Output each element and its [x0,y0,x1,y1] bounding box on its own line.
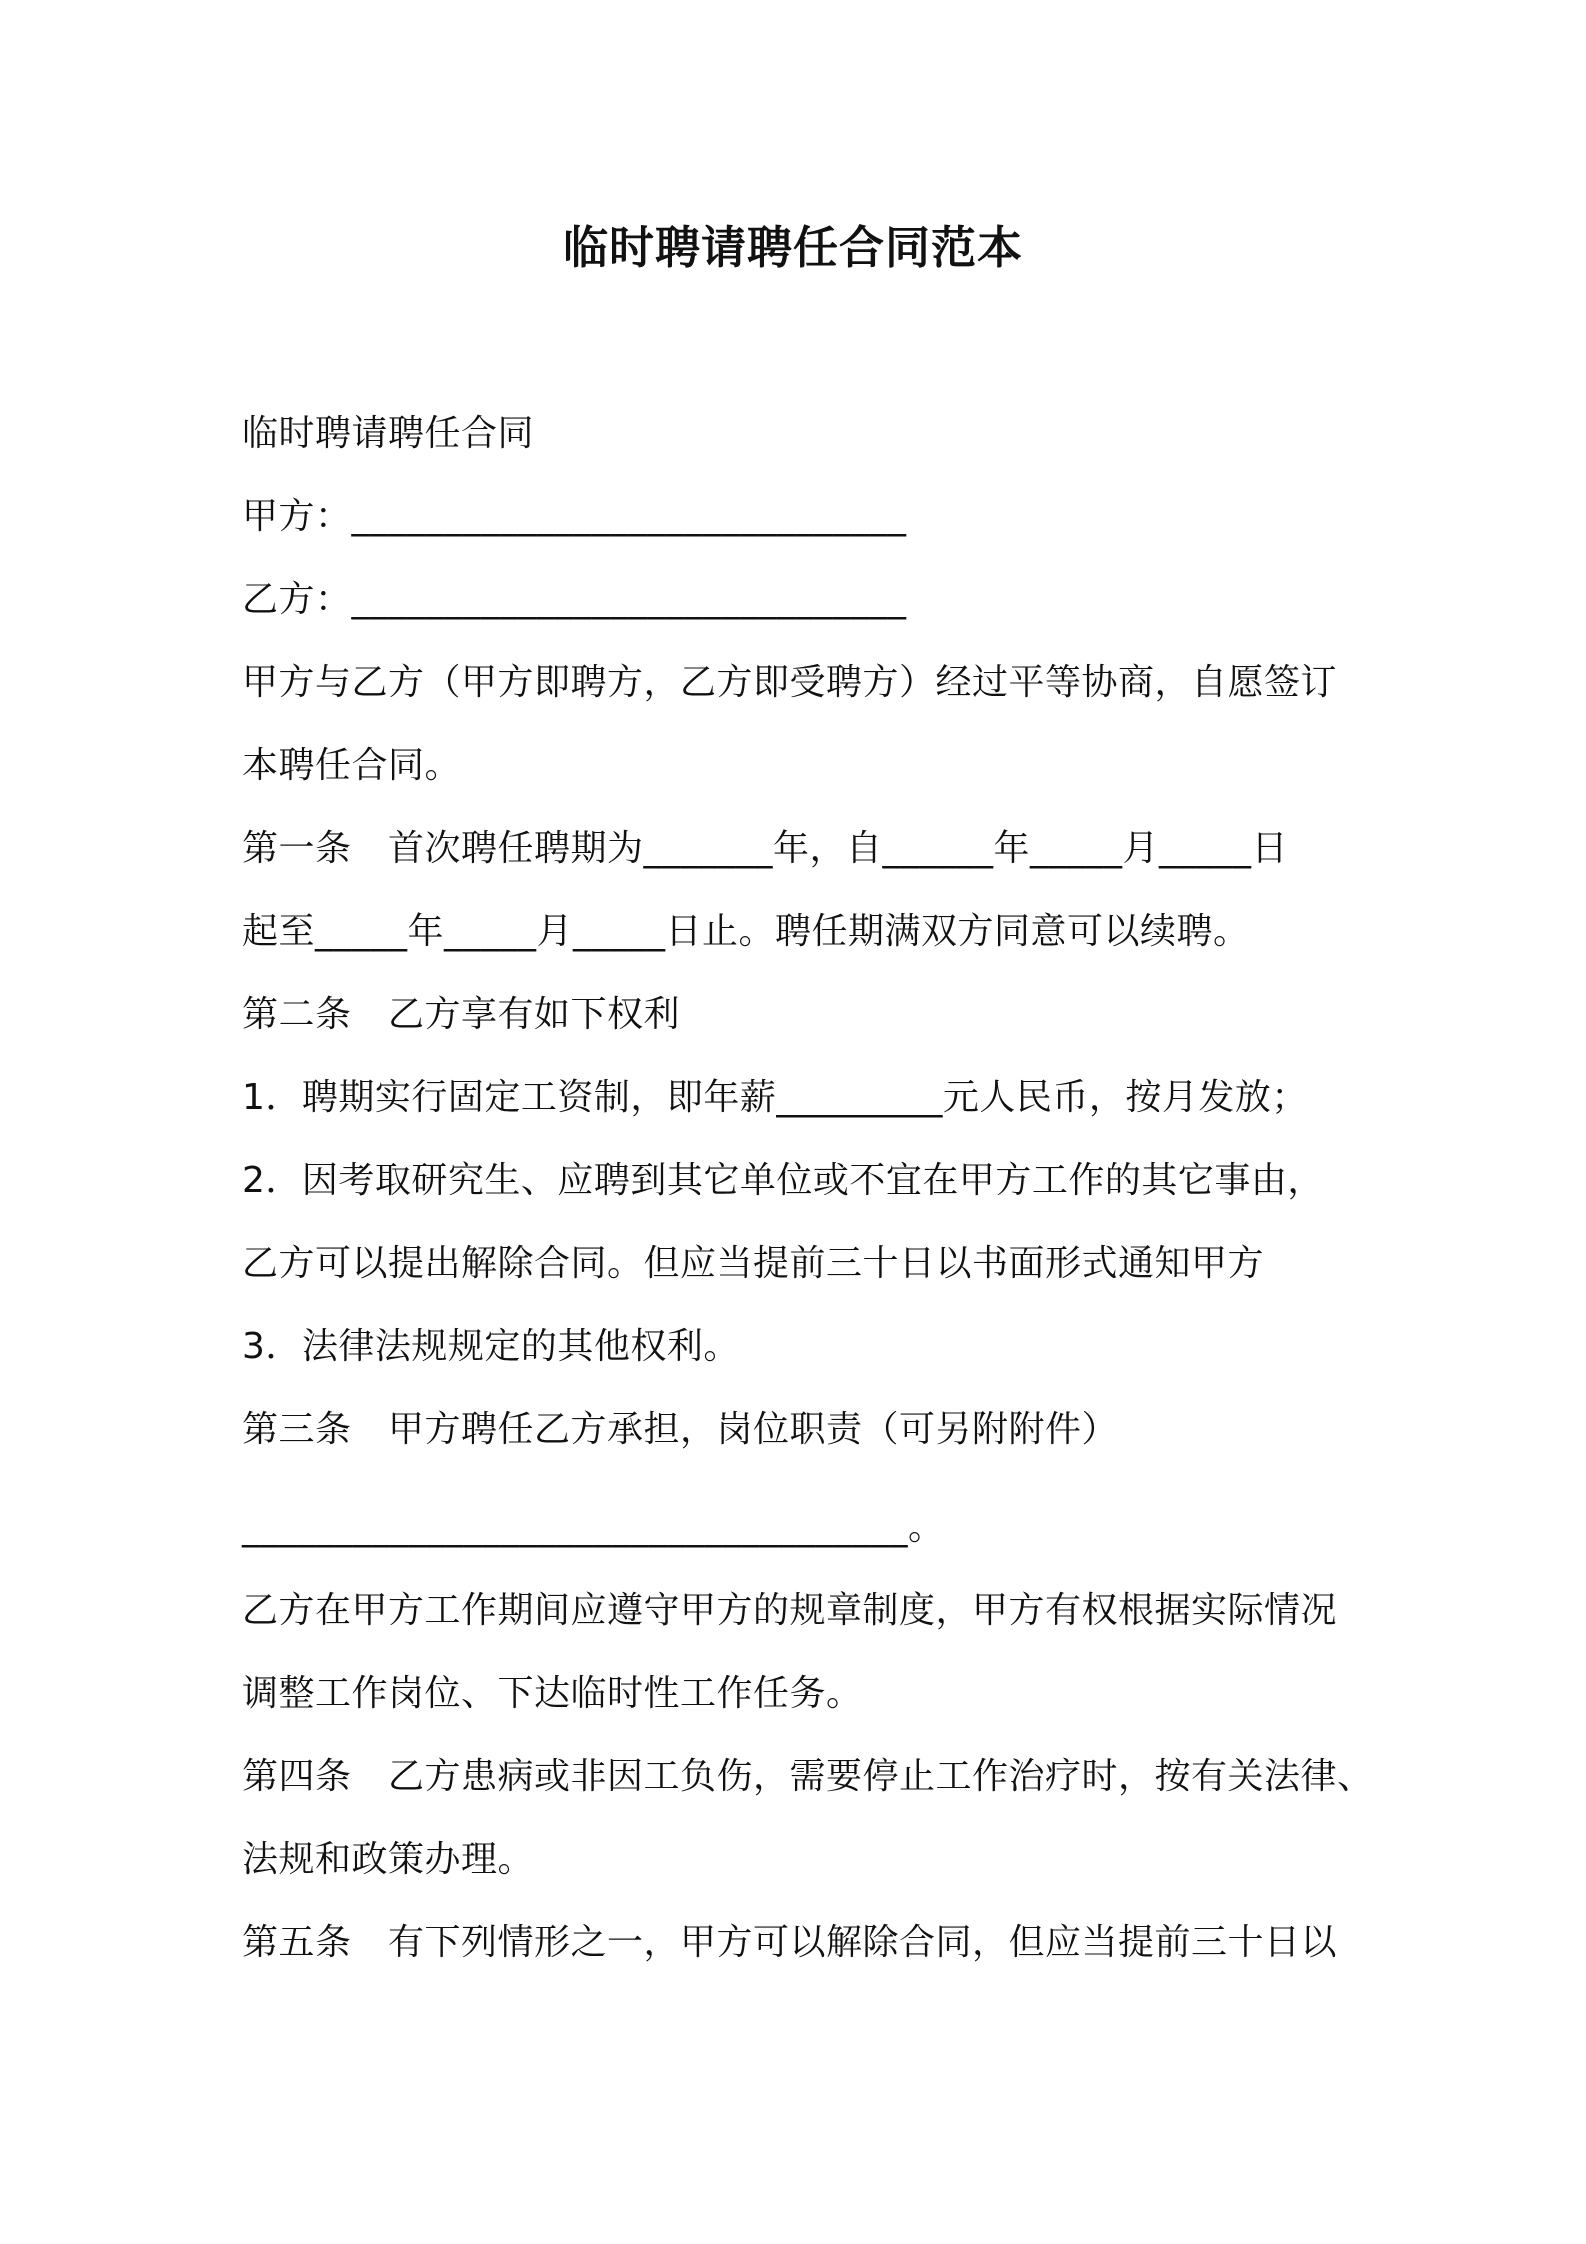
paragraph-line: 甲方与乙方（甲方即聘方，乙方即受聘方）经过平等协商，自愿签订 [242,662,1338,703]
contract-heading: 临时聘请聘任合同 [242,413,535,454]
paragraph-line: 乙方在甲方工作期间应遵守甲方的规章制度，甲方有权根据实际情况 [242,1590,1338,1631]
paragraph-line: 本聘任合同。 [242,745,462,786]
paragraph-line: 调整工作岗位、下达临时性工作任务。 [242,1673,863,1714]
paragraph-line: 乙方可以提出解除合同。但应当提前三十日以书面形式通知甲方 [242,1243,1265,1284]
article-3-line: 第三条 甲方聘任乙方承担，岗位职责（可另附附件） [242,1409,1119,1450]
article-5-line: 第五条 有下列情形之一，甲方可以解除合同，但应当提前三十日以 [242,1922,1338,1963]
paragraph-line: 起至_____年_____月_____日止。聘任期满双方同意可以续聘。 [242,911,1250,952]
document-title: 临时聘请聘任合同范本 [562,221,1023,274]
list-item: 1．聘期实行固定工资制，即年薪_________元人民币，按月发放； [242,1077,1308,1118]
blank-fill-line: ____________________________________。 [242,1507,945,1548]
article-1-line: 第一条 首次聘任聘期为_______年，自______年_____月_____日 [242,828,1289,869]
party-b-line: 乙方：______________________________ [242,579,907,620]
list-item: 3．法律法规规定的其他权利。 [242,1326,740,1367]
article-2-line: 第二条 乙方享有如下权利 [242,994,681,1035]
list-item: 2．因考取研究生、应聘到其它单位或不宜在甲方工作的其它事由， [242,1160,1324,1201]
paragraph-line: 法规和政策办理。 [242,1839,535,1880]
party-a-line: 甲方：______________________________ [242,496,907,537]
article-4-line: 第四条 乙方患病或非因工负伤，需要停止工作治疗时，按有关法律、 [242,1756,1374,1797]
